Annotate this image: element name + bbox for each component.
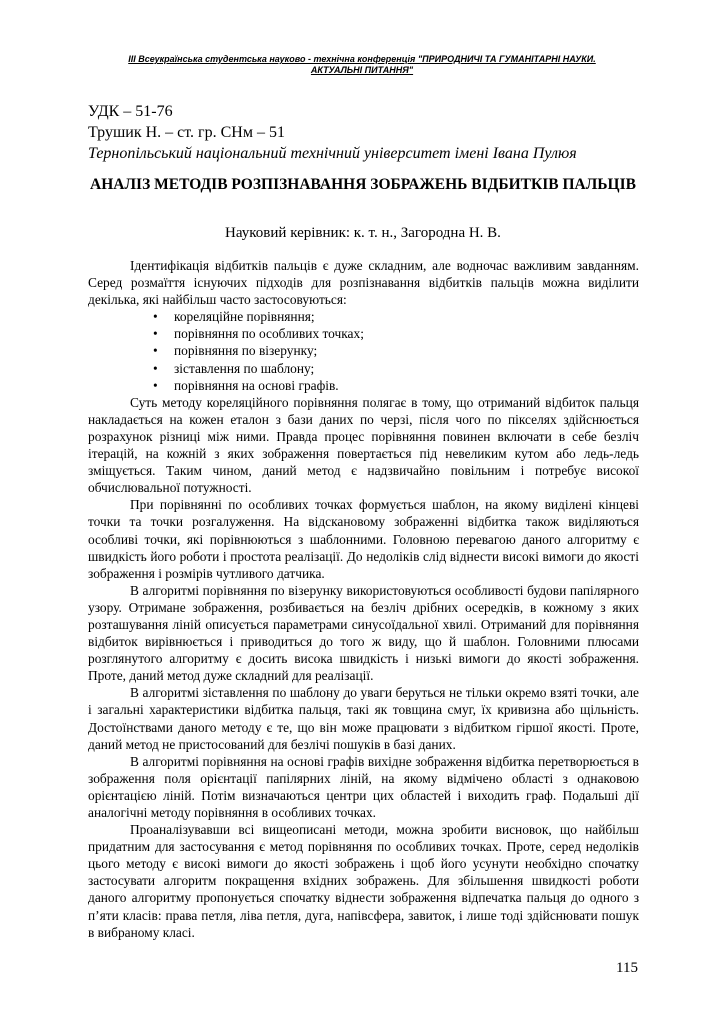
bullet-icon: •	[153, 326, 158, 342]
list-item	[153, 360, 639, 377]
intro-paragraph: Ідентифікація відбитків пальців є дуже складним, але водночас важливим завданням. Серед розмаїття існуючих підходів для розпізнавання відбитків пальців можна виділити декілька, які найбільш часто застосовуються:	[88, 258, 639, 308]
bullet-icon: •	[153, 343, 158, 359]
list-item-text: кореляційне порівняння;	[174, 309, 315, 325]
author-line: Трушик Н. – ст. гр. СНм – 51	[88, 124, 285, 141]
conference-header	[96, 54, 628, 76]
template-method-paragraph: В алгоритмі зіставлення по шаблону до уваги беруться не тільки окремо взяті точки, але і загальні характеристики відбитка пальця, такі як товщина смуг, їх кривизна або щільність. Достоїнствами даного методу є те, що він може працювати з відбитком гіршої якості. Проте, даний метод не пристосований для безлічі пошуків в базі даних.	[88, 685, 639, 752]
bullet-icon: •	[153, 309, 158, 325]
list-item	[153, 342, 639, 359]
list-item-text: зіставлення по шаблону;	[174, 360, 315, 376]
pattern-method-paragraph: В алгоритмі порівняння по візерунку використовуються особливості будови папілярного узору. Отримане зображення, розбивається на безліч дрібних осередків, в кожному з яких розташування ліній описується параметрами синусоїдальної хвилі. Отриманий для порівняння відбиток вирівнюється і приводиться до того ж виду, що й шаблон. Головними плюсами розглянутого алгоритму є досить висока швидкість і низькі вимоги до якості зображення. Проте, даний метод дуже складний для реалізації.	[88, 582, 639, 684]
article-body	[88, 257, 639, 941]
list-item	[153, 325, 639, 342]
page-number: 115	[616, 960, 638, 976]
udk-code: УДК – 51-76	[88, 103, 173, 120]
list-item-text: порівняння по особливих точках;	[174, 326, 364, 342]
article-title: АНАЛІЗ МЕТОДІВ РОЗПІЗНАВАННЯ ЗОБРАЖЕНЬ ВІДБИТКІВ ПАЛЬЦІВ	[90, 176, 636, 193]
list-item	[153, 377, 639, 394]
conference-header-line-1: ІІІ Всеукраїнська студентська науково - технічна конференція "ПРИРОДНИЧІ ТА ГУМАНІТАРНІ НАУКИ.	[128, 54, 596, 64]
bullet-icon: •	[153, 377, 158, 393]
article-meta	[88, 101, 648, 164]
graph-method-paragraph: В алгоритмі порівняння на основі графів вихідне зображення відбитка перетворюється в зображення поля орієнтації папілярних ліній, на якому відмічено області з однаковою орієнтацією ліній. Потім визначаються центри цих областей і виходить граф. Подальші дії аналогічні методу порівняння в особливих точках.	[88, 753, 639, 820]
minutiae-method-paragraph: При порівнянні по особливих точках формується шаблон, на якому виділені кінцеві точки та точки розгалуження. На відскановому зображенні відбитка також виділяються особливі точки, які порівнюються з шаблонними. Головною перевагою даного алгоритму є швидкість його роботи і простота реалізації. До недоліків слід віднести високі вимоги до якості зображення і розмірів чутливого датчика.	[88, 497, 639, 581]
list-item-text: порівняння по візерунку;	[174, 343, 318, 359]
bullet-icon: •	[153, 360, 158, 376]
conclusion-paragraph: Проаналізувавши всі вищеописані методи, можна зробити висновок, що найбільш придатним для застосування є метод порівняння по особливих точках. Проте, серед недоліків цього методу є високі вимоги до якості зображень і щоб його усунути необхідно спочатку застосувати алгоритм покращення вхідних зображень. Для збільшення швидкості роботи даного алгоритму пропонується спочатку віднести зображення відпечатка пальця до одного з п’яти класів: права петля, ліва петля, дуга, напівсфера, завиток, і лише тоді здійснювати пошук в вибраному класі.	[88, 822, 639, 940]
list-item-text: порівняння на основі графів.	[174, 377, 339, 393]
list-item	[153, 308, 639, 325]
conference-header-line-2: АКТУАЛЬНІ ПИТАННЯ"	[310, 65, 414, 75]
methods-list	[88, 308, 639, 393]
affiliation-line: Тернопільський національний технічний університет імені Івана Пулюя	[88, 145, 577, 162]
correlation-method-paragraph: Суть методу кореляційного порівняння полягає в тому, що отриманий відбиток пальця накладається на кожен еталон з бази даних по черзі, після чого по пікселях здійснюється розрахунок різниці між ними. Правда процес порівняння повинен включати в себе безліч ітерацій, на кожній з яких зображення повертається під невеликим кутом або ледь-ледь зміщується. Таким чином, даний метод є надзвичайно повільним і потребує високої обчислювальної потужності.	[88, 394, 639, 496]
supervisor-line: Науковий керівник: к. т. н., Загородна Н. В.	[225, 225, 501, 241]
